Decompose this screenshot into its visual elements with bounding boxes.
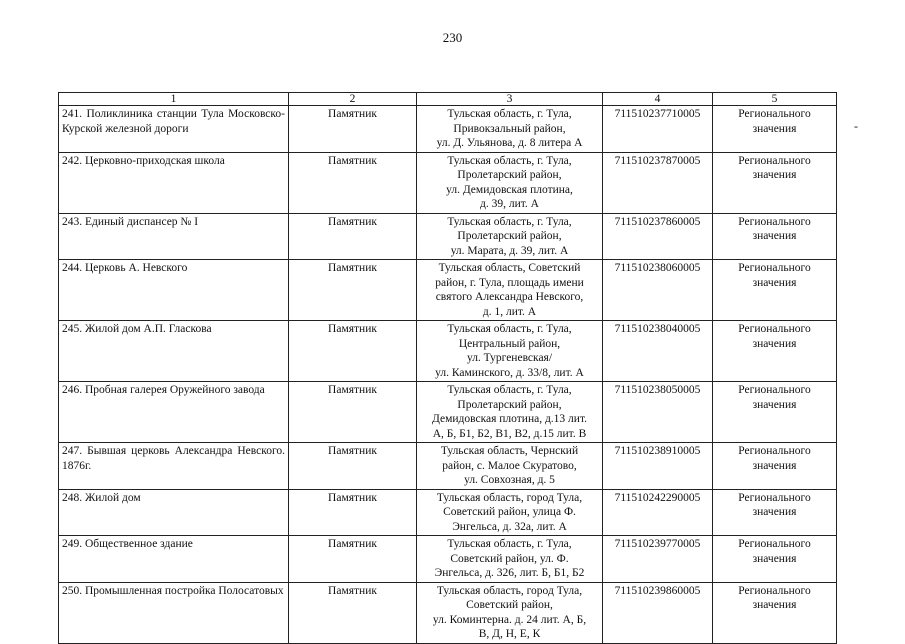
row-number: 247. <box>62 445 83 457</box>
row-number: 242. <box>62 154 83 167</box>
significance-line: Регионального <box>738 262 811 274</box>
object-type: Памятник <box>289 382 417 443</box>
address-line: Демидовская плотина, д.13 лит. <box>432 413 587 425</box>
significance-line: Регионального <box>738 538 811 550</box>
object-name: Поликлиника станции Тула Московско-Курской железной дороги <box>62 108 285 135</box>
object-name-cell <box>59 260 289 321</box>
address-line: ул. Демидовская плотина, <box>446 183 573 196</box>
significance-line: Регионального <box>738 323 811 335</box>
column-header: 2 <box>289 93 417 106</box>
address-line: Пролетарский район, <box>457 169 562 181</box>
registry-code: 711510237870005 <box>603 152 713 213</box>
row-number: 248. <box>62 491 83 504</box>
address-line: Тульская область, Чернский <box>440 445 579 457</box>
address-cell <box>417 152 603 213</box>
table-row <box>59 443 837 490</box>
object-name: Промышленная постройка Полосатовых <box>85 584 284 597</box>
significance-cell <box>713 489 837 536</box>
column-header: 5 <box>713 93 837 106</box>
address-line: д. 1, лит. А <box>482 305 537 318</box>
column-header: 3 <box>417 93 603 106</box>
table-row <box>59 382 837 443</box>
object-type: Памятник <box>289 106 417 153</box>
margin-mark: - <box>854 119 858 133</box>
row-number: 245. <box>62 323 83 335</box>
registry-code: 711510238050005 <box>603 382 713 443</box>
address-line: Тульская область, город Тула, <box>436 491 583 504</box>
object-name: Жилой дом А.П. Гласкова <box>85 323 212 335</box>
row-number: 241. <box>62 108 83 120</box>
address-line: Энгельса, д. 326, лит. Б, Б1, Б2 <box>434 567 585 579</box>
significance-cell <box>713 443 837 490</box>
address-cell <box>417 536 603 583</box>
address-line: ул. Совхозная, д. 5 <box>464 474 555 486</box>
row-number: 244. <box>62 262 83 274</box>
significance-line: Регионального <box>738 491 811 504</box>
significance-line: значения <box>752 398 797 411</box>
registry-code: 711510237860005 <box>603 213 713 260</box>
table-row <box>59 213 837 260</box>
address-line: ул. Коминтерна. д. 24 лит. А, Б, <box>432 613 587 626</box>
significance-line: значения <box>752 459 797 472</box>
address-cell <box>417 489 603 536</box>
object-name: Церковно-приходская школа <box>85 154 225 167</box>
table-row <box>59 152 837 213</box>
significance-cell <box>713 152 837 213</box>
object-type: Памятник <box>289 213 417 260</box>
address-line: А, Б, Б1, Б2, В1, В2, д.15 лит. В <box>432 427 587 440</box>
object-name: Жилой дом <box>85 491 141 504</box>
significance-line: значения <box>752 337 797 350</box>
significance-cell <box>713 536 837 583</box>
significance-line: значения <box>752 169 797 181</box>
address-line: Тульская область, г. Тула, <box>447 215 572 228</box>
table-row <box>59 321 837 382</box>
address-line: ул. Каминского, д. 33/8, лит. А <box>435 366 584 379</box>
address-line: ул. Тургеневская/ <box>466 352 553 364</box>
address-line: Центральный район, <box>458 337 561 350</box>
row-number: 246. <box>62 384 83 396</box>
address-line: Тульская область, Советский <box>438 262 581 274</box>
object-type: Памятник <box>289 260 417 321</box>
registry-code: 711510237710005 <box>603 106 713 153</box>
address-line: Тульская область, город Тула, <box>436 584 583 597</box>
significance-line: значения <box>752 122 797 135</box>
registry-code: 711510238060005 <box>603 260 713 321</box>
significance-cell <box>713 260 837 321</box>
registry-code: 711510239770005 <box>603 536 713 583</box>
column-header: 4 <box>603 93 713 106</box>
significance-line: значения <box>752 506 797 518</box>
significance-line: Регионального <box>738 584 811 597</box>
object-name-cell <box>59 536 289 583</box>
significance-cell <box>713 321 837 382</box>
table-row <box>59 582 837 643</box>
page-number: 230 <box>442 30 463 45</box>
object-name-cell <box>59 443 289 490</box>
row-number: 249. <box>62 538 83 550</box>
object-name: Пробная галерея Оружейного завода <box>85 384 265 396</box>
table-row <box>59 260 837 321</box>
object-type: Памятник <box>289 536 417 583</box>
object-name-cell <box>59 213 289 260</box>
significance-cell <box>713 382 837 443</box>
registry-rows <box>59 106 837 644</box>
row-number: 250. <box>62 584 83 597</box>
address-line: Советский район, улица Ф. <box>443 506 576 518</box>
object-name-cell <box>59 582 289 643</box>
registry-code: 711510238910005 <box>603 443 713 490</box>
significance-line: Регионального <box>738 445 811 457</box>
significance-line: Регионального <box>738 154 811 167</box>
table-row <box>59 489 837 536</box>
address-line: Привокзальный район, <box>453 122 566 135</box>
object-name: Церковь А. Невского <box>85 262 188 274</box>
object-type: Памятник <box>289 582 417 643</box>
significance-cell <box>713 213 837 260</box>
address-cell <box>417 260 603 321</box>
object-type: Памятник <box>289 321 417 382</box>
registry-code: 711510242290005 <box>603 489 713 536</box>
significance-line: Регионального <box>738 215 811 228</box>
significance-cell <box>713 106 837 153</box>
address-cell <box>417 443 603 490</box>
object-name-cell <box>59 489 289 536</box>
object-name-cell <box>59 106 289 153</box>
address-line: Тульская область, г. Тула, <box>447 323 572 335</box>
address-line: Энгельса, д. 32а, лит. А <box>452 520 567 533</box>
significance-cell <box>713 582 837 643</box>
address-line: В, Д, Н, Е, К <box>478 628 541 640</box>
address-line: Тульская область, г. Тула, <box>447 154 572 167</box>
registry-code: 711510239860005 <box>603 582 713 643</box>
object-type: Памятник <box>289 152 417 213</box>
address-line: Советский район, ул. Ф. <box>450 552 569 565</box>
address-line: Пролетарский район, <box>457 230 562 242</box>
address-cell <box>417 106 603 153</box>
address-line: Советский район, <box>466 599 553 611</box>
object-name-cell <box>59 321 289 382</box>
object-name: Единый диспансер № I <box>85 215 199 228</box>
object-type: Памятник <box>289 489 417 536</box>
address-line: район, с. Малое Скуратово, <box>442 459 577 472</box>
significance-line: Регионального <box>738 108 811 120</box>
object-name-cell <box>59 152 289 213</box>
significance-line: значения <box>752 599 797 611</box>
address-cell <box>417 582 603 643</box>
object-name: Общественное здание <box>85 538 193 550</box>
significance-line: значения <box>752 230 797 242</box>
column-header: 1 <box>59 93 289 106</box>
address-line: ул. Д. Ульянова, д. 8 литера А <box>436 137 583 149</box>
heritage-registry-table <box>58 92 837 644</box>
address-line: ул. Марата, д. 39, лит. А <box>450 244 569 257</box>
table-row <box>59 106 837 153</box>
row-number: 243. <box>62 215 83 228</box>
address-line: Тульская область, г. Тула, <box>447 538 572 550</box>
address-line: Тульская область, г. Тула, <box>447 384 572 396</box>
address-cell <box>417 382 603 443</box>
column-number-row <box>59 93 837 106</box>
address-line: д. 39, лит. А <box>480 198 539 210</box>
table-row <box>59 536 837 583</box>
significance-line: Регионального <box>738 384 811 396</box>
address-line: Пролетарский район, <box>457 398 562 411</box>
address-line: Тульская область, г. Тула, <box>447 108 572 120</box>
registry-code: 711510238040005 <box>603 321 713 382</box>
significance-line: значения <box>752 552 797 565</box>
address-line: святого Александра Невского, <box>435 291 584 303</box>
significance-line: значения <box>752 276 797 289</box>
address-cell <box>417 321 603 382</box>
object-type: Памятник <box>289 443 417 490</box>
object-name: Бывшая церковь Александра Невского. 1876г. <box>62 445 286 472</box>
object-name-cell <box>59 382 289 443</box>
address-line: район, г. Тула, площадь имени <box>435 276 584 289</box>
address-cell <box>417 213 603 260</box>
